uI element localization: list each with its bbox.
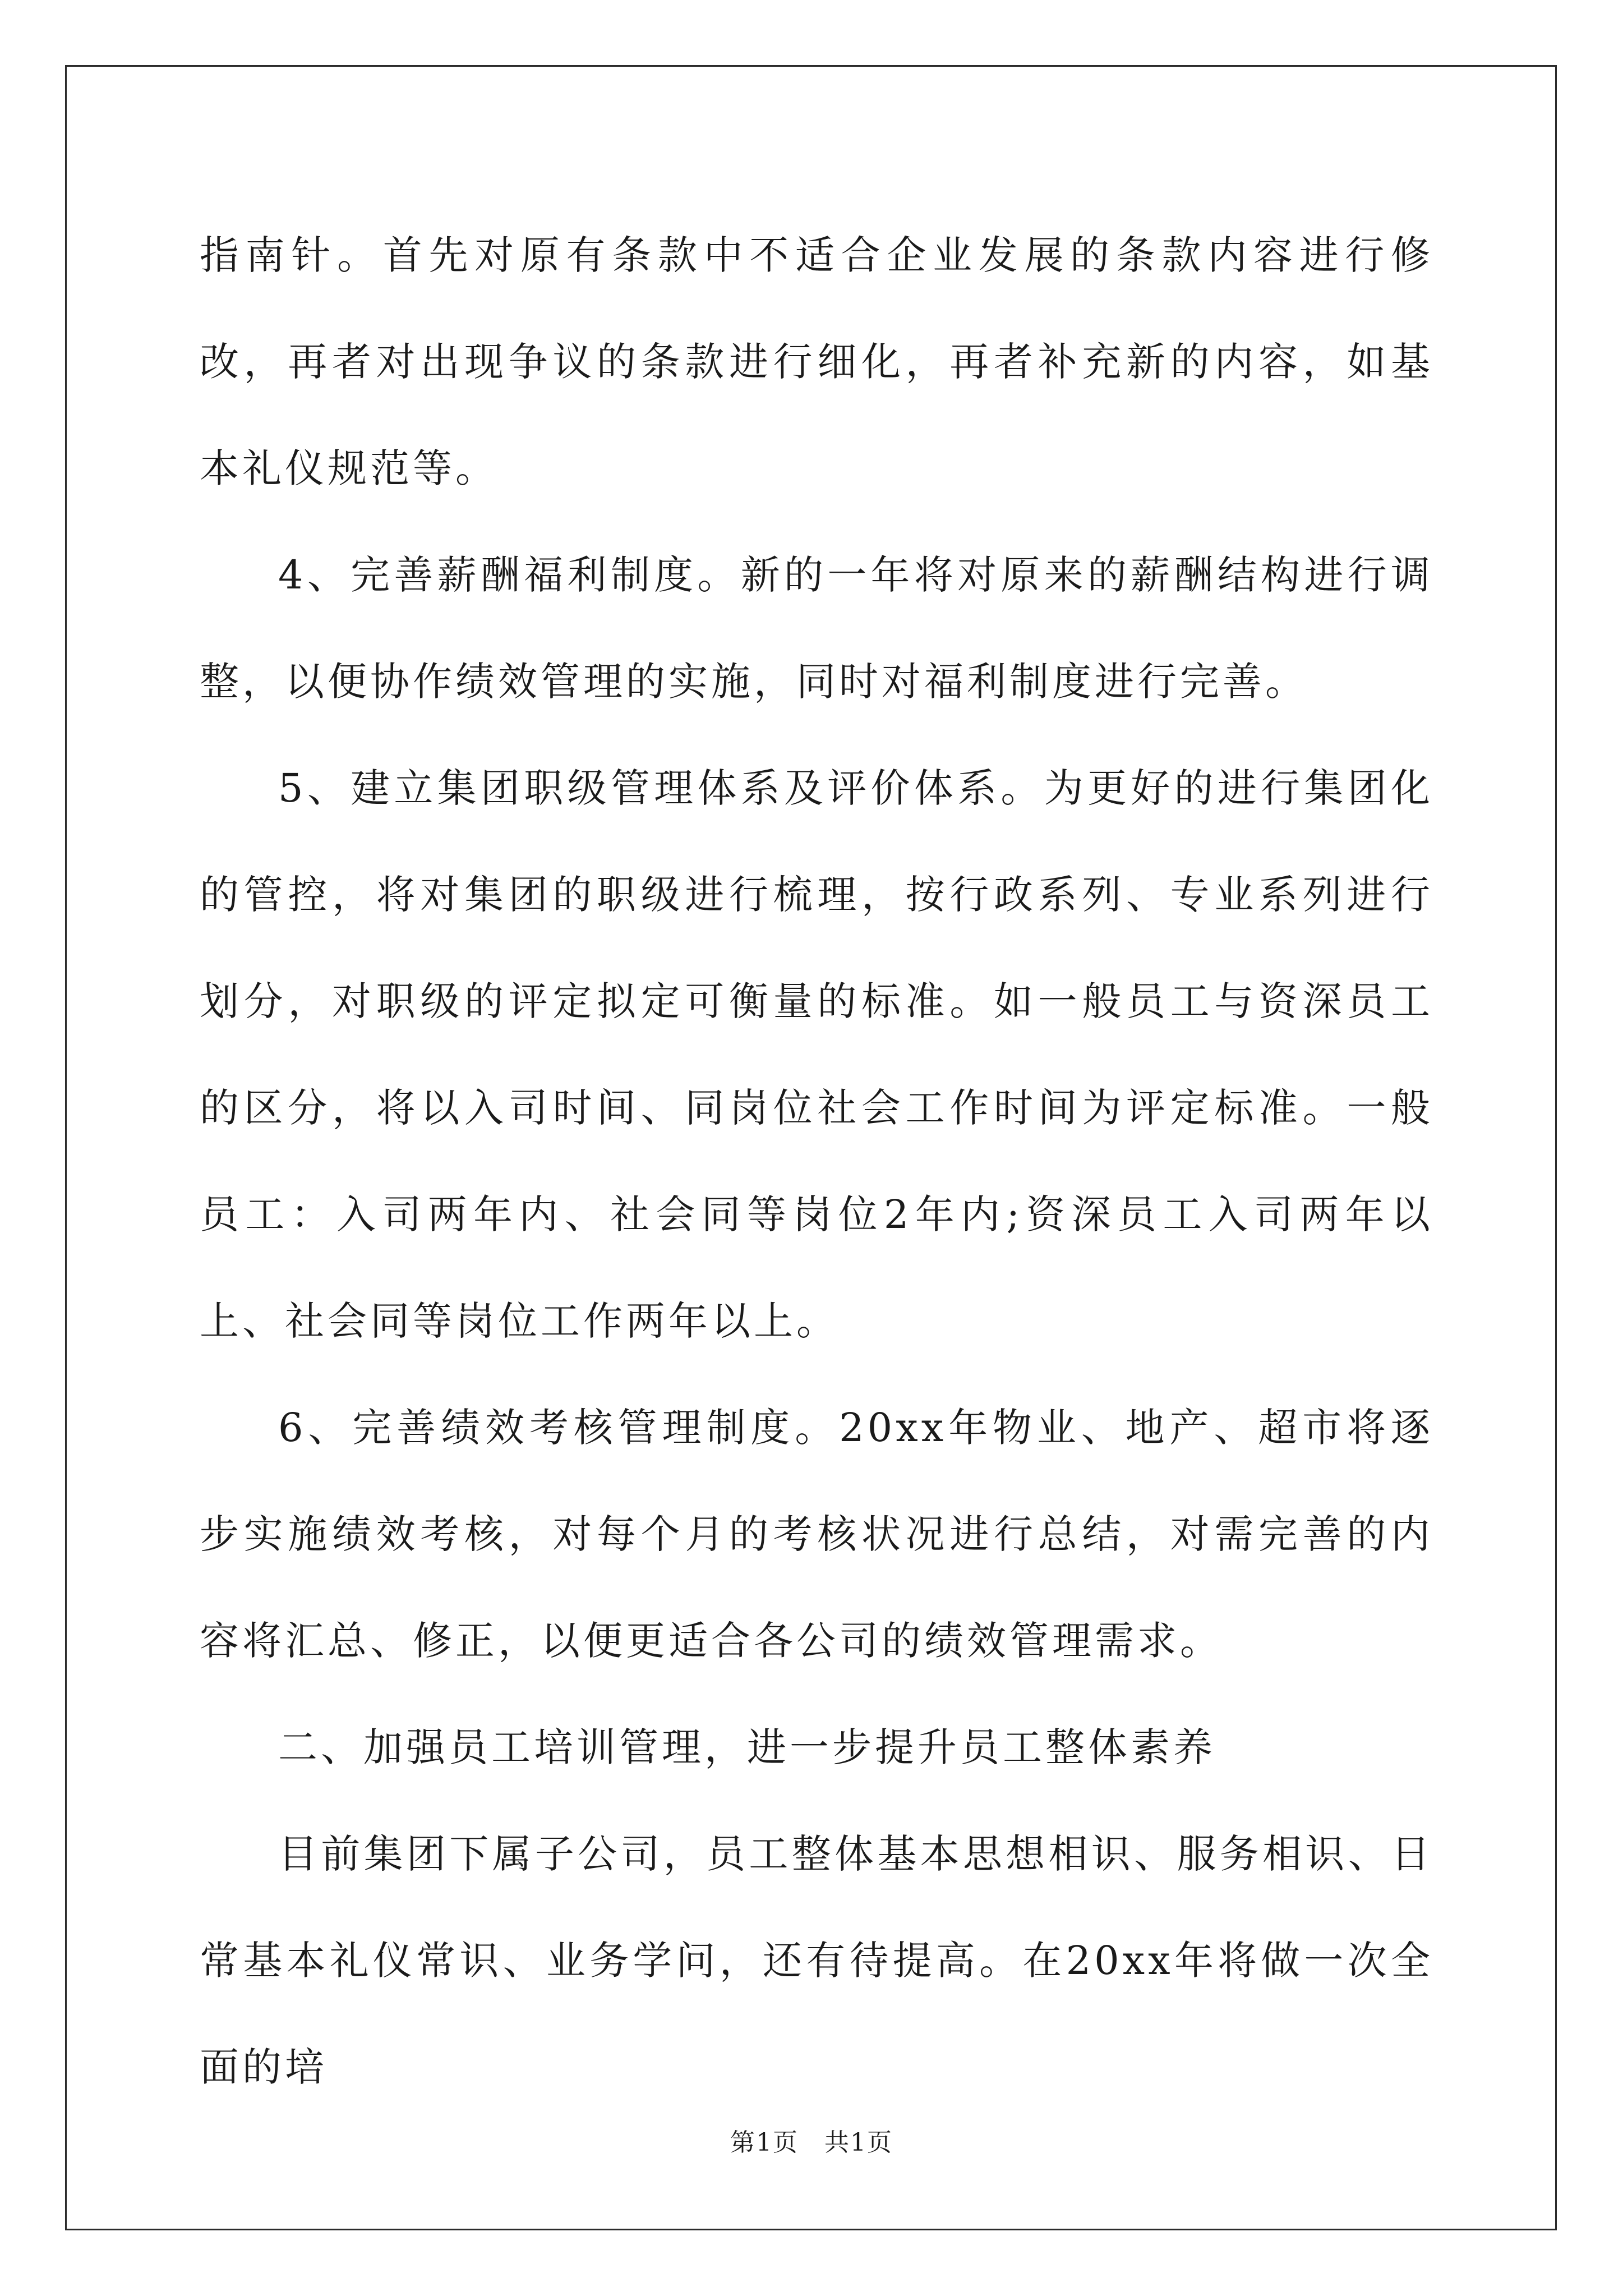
paragraph-5: 目前集团下属子公司，员工整体基本思想相识、服务相识、日常基本礼仪常识、业务学问，还有待提高。在20xx年将做一次全面的培 bbox=[200, 1831, 1433, 2090]
paragraph-4: 6、完善绩效考核管理制度。20xx年物业、地产、超市将逐步实施绩效考核，对每个月的考核状况进行总结，对需完善的内容将汇总、修正，以便更适合各公司的绩效管理需求。 bbox=[200, 1405, 1433, 1664]
section-heading: 二、加强员工培训管理，进一步提升员工整体素养 bbox=[278, 1724, 1216, 1770]
paragraph-3: 5、建立集团职级管理体系及评价体系。为更好的进行集团化的管控，将对集团的职级进行梳理，按行政系列、专业系列进行划分，对职级的评定拟定可衡量的标准。如一般员工与资深员工的区分，将以入司时间、同岗位社会工作时间为评定标准。一般员工：入司两年内、社会同等岗位2年内;资深员工入司两年以上、社会同等岗位工作两年以上。 bbox=[200, 765, 1433, 1344]
document-body bbox=[200, 202, 1433, 2120]
paragraph-1: 指南针。首先对原有条款中不适合企业发展的条款内容进行修改，再者对出现争议的条款进行细化，再者补充新的内容，如基本礼仪规范等。 bbox=[200, 232, 1433, 491]
page-footer: 第1页 共1页 bbox=[730, 2128, 893, 2157]
paragraph-2: 4、完善薪酬福利制度。新的一年将对原来的薪酬结构进行调整，以便协作绩效管理的实施，同时对福利制度进行完善。 bbox=[200, 552, 1433, 705]
